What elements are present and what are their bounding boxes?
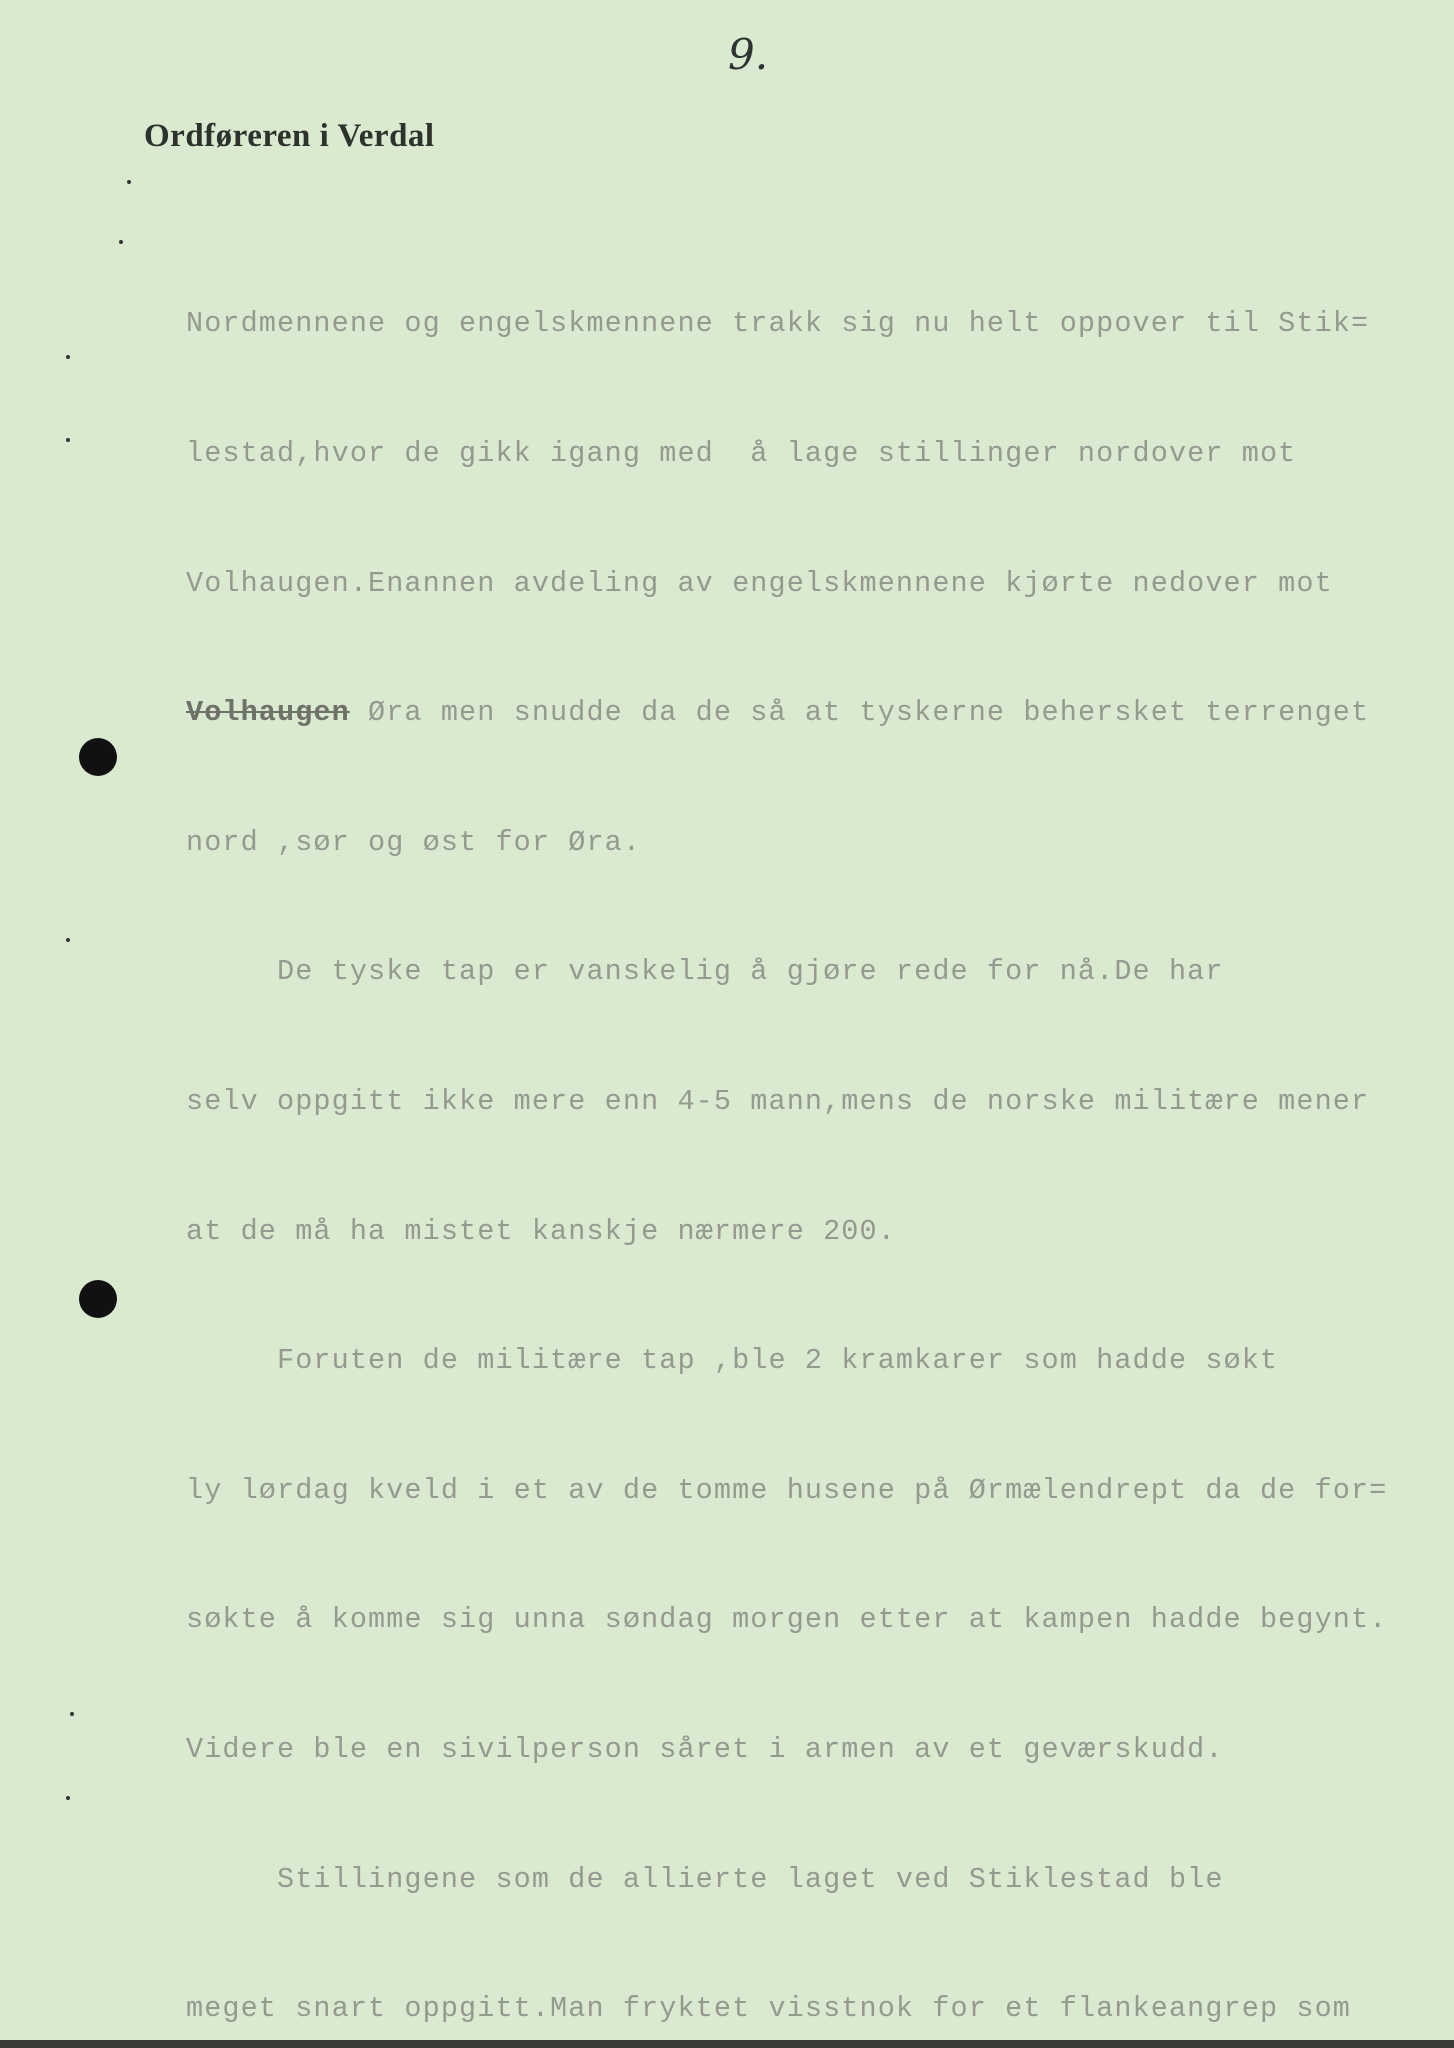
text-line: lestad,hvor de gikk igang med å lage stillinger nordover mot [186,437,1297,470]
page-title: Ordføreren i Verdal [144,118,435,154]
margin-dot [66,355,70,359]
text-line: Foruten de militære tap ,ble 2 kramkarer som hadde søkt [186,1344,1279,1378]
body-text [186,216,1386,2048]
text-line: Volhaugen.Enannen avdeling av engelskmennene kjørte nedover mot [186,566,1333,600]
text-line: nord ,sør og øst for Øra. [186,825,642,859]
margin-dot [66,1796,70,1800]
struck-word: Volhaugen [186,696,350,730]
punch-hole [79,738,117,776]
text-line: selv oppgitt ikke mere enn 4-5 mann,mens de norske militære mener [186,1084,1370,1118]
margin-dot [119,240,123,244]
page-number: 9. [728,30,769,79]
punch-hole [79,1280,117,1318]
margin-dot [66,938,70,942]
text-line: søkte å komme sig unna søndag morgen etter at kampen hadde begynt. [186,1603,1388,1637]
scan-edge [0,2040,1454,2048]
text-line: Nordmennene og engelskmennene trakk sig nu helt oppover til Stik= [186,307,1370,341]
text-line: at de må ha mistet kanskje nærmere 200. [186,1214,896,1248]
text-line: Stillingene som de allierte laget ved Stiklestad ble [186,1862,1224,1896]
text-line: De tyske tap er vanskelig å gjøre rede for nå.De har [186,955,1224,989]
margin-dot [70,1712,74,1716]
text-line [186,691,1386,734]
text-line: meget snart oppgitt.Man fryktet visstnok for et flankeangrep som [186,1992,1351,2026]
text-line-rest: Øra men snudde da de så at tyskerne behersket terrenget [368,696,1370,730]
text-line: Videre ble en sivilperson såret i armen av et geværskudd. [186,1732,1224,1766]
text-line: ly lørdag kveld i et av de tomme husene på Ørmælendrept da de for= [186,1473,1388,1507]
margin-dot [127,180,131,184]
margin-dot [66,438,70,442]
